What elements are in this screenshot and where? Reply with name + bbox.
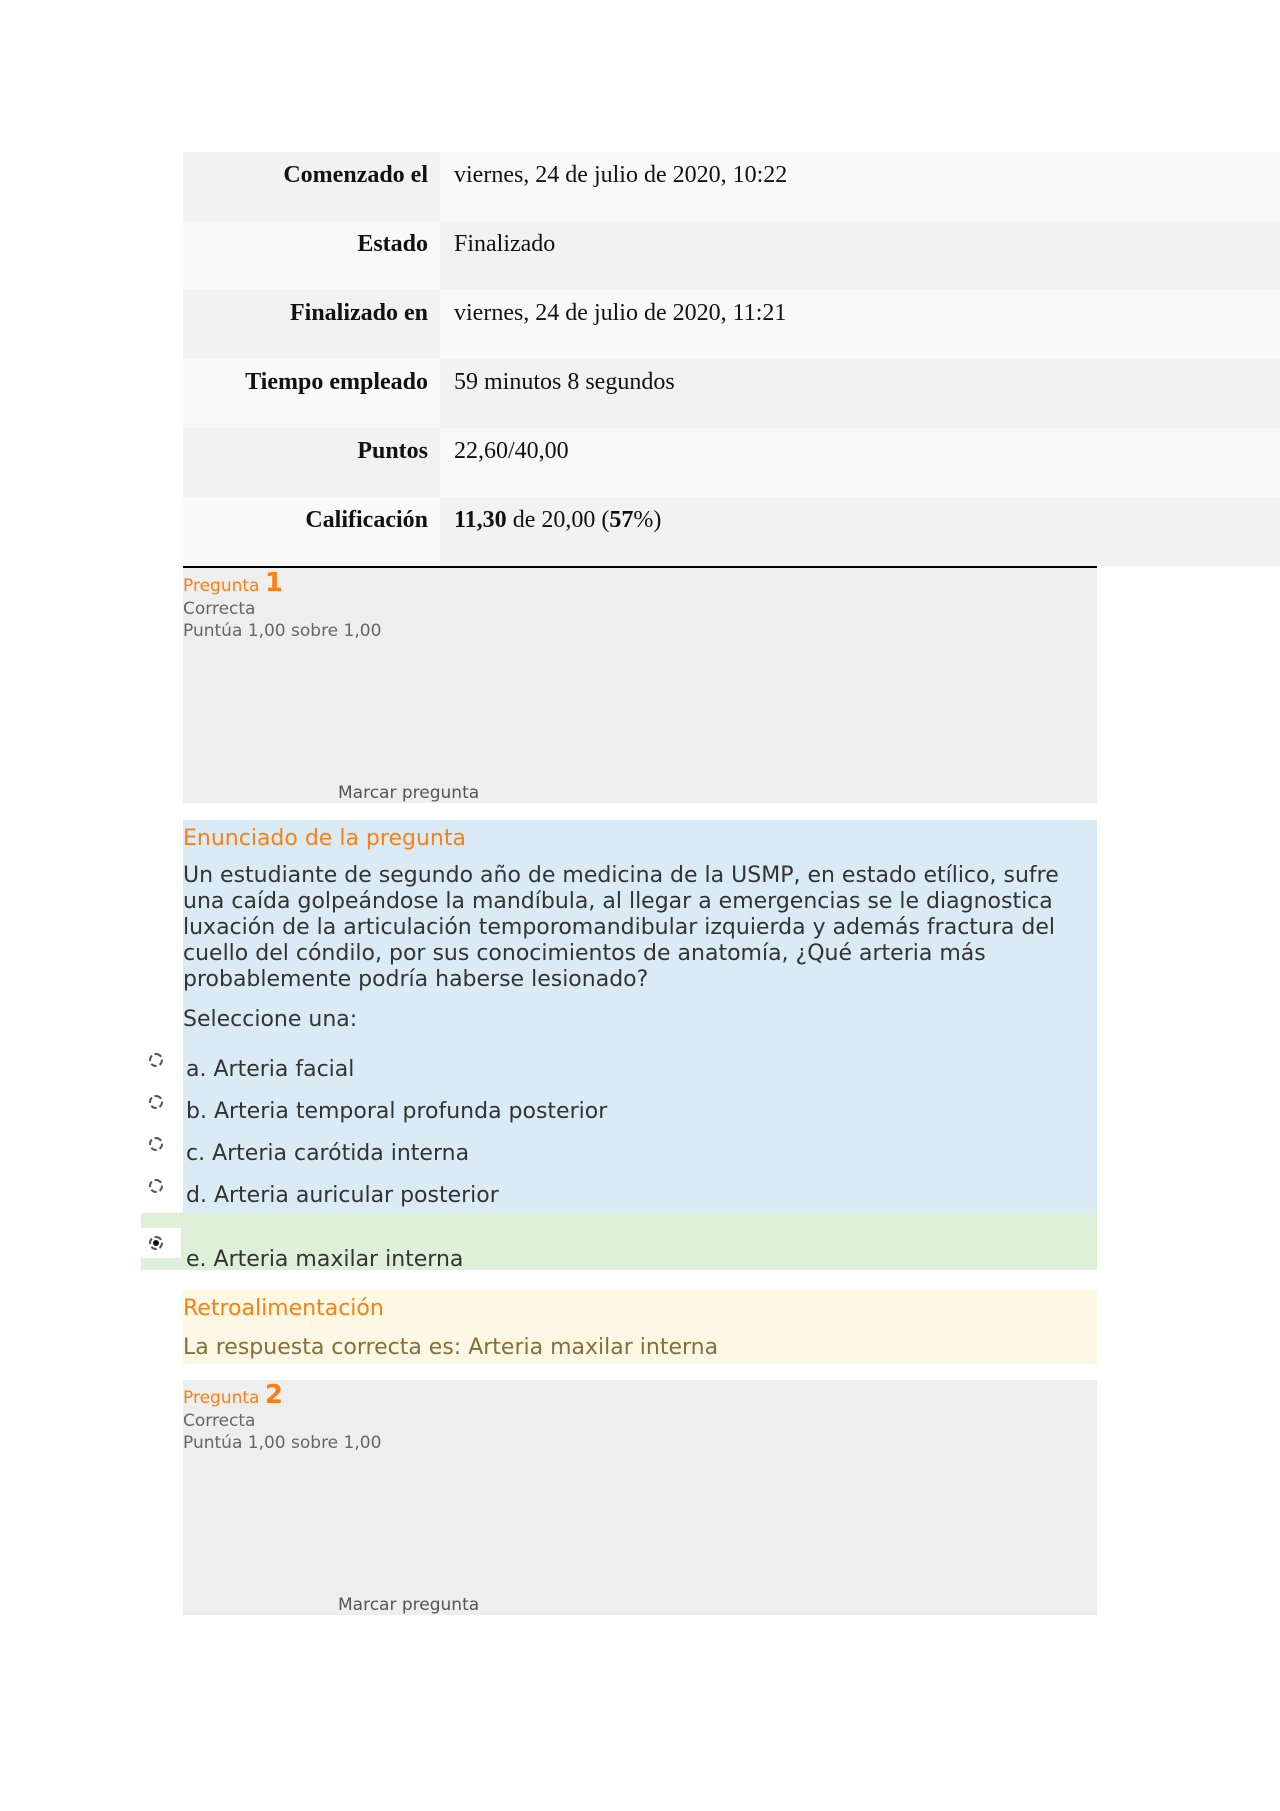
answer-option[interactable] [141, 1087, 1097, 1127]
summary-value [440, 497, 1280, 566]
answer-option-correct[interactable] [141, 1213, 1097, 1270]
question-number [183, 1380, 1097, 1410]
answer-label[interactable]: a. Arteria facial [186, 1057, 355, 1082]
radio-button-selected[interactable] [141, 1228, 181, 1258]
radio-selected-dot [153, 1240, 159, 1246]
question-info-1 [183, 568, 1097, 803]
formulation-heading: Enunciado de la pregunta [183, 826, 466, 851]
radio-icon [149, 1095, 163, 1109]
answer-option[interactable] [141, 1171, 1097, 1211]
flag-question-link[interactable]: Marcar pregunta [338, 783, 480, 803]
answer-option[interactable] [141, 1129, 1097, 1169]
summary-value: Finalizado [440, 221, 1280, 290]
question-grade: Puntúa 1,00 sobre 1,00 [183, 1433, 382, 1453]
radio-button[interactable] [141, 1171, 181, 1211]
summary-row-time-taken [183, 359, 1280, 428]
feedback-box [183, 1290, 1097, 1364]
summary-label: Estado [183, 221, 440, 290]
summary-row-marks [183, 428, 1280, 497]
question-prefix: Pregunta [183, 1388, 260, 1408]
flag-question-link[interactable]: Marcar pregunta [338, 1595, 480, 1615]
question-text: Un estudiante de segundo año de medicina de la USMP, en estado etílico, sufre una caída golpeándose la mandíbula, al llegar a emergencias se le diagnostica luxación de la articulación temporomandibular izquierda y además fractura del cuello del cóndilo, por sus conocimientos de anatomía, ¿Qué arteria más probablemente podría haberse lesionado? [183, 863, 1059, 992]
summary-value: 22,60/40,00 [440, 428, 1280, 497]
summary-row-started [183, 152, 1280, 221]
radio-icon [149, 1137, 163, 1151]
answer-label[interactable]: c. Arteria carótida interna [186, 1141, 470, 1166]
question-number-value: 2 [264, 1380, 283, 1410]
question-number [183, 568, 1097, 598]
grade-close: %) [633, 507, 662, 533]
answer-prompt: Seleccione una: [183, 1007, 358, 1032]
summary-value: viernes, 24 de julio de 2020, 11:21 [440, 290, 1280, 359]
attempt-summary [183, 152, 1280, 566]
grade-of-text: de 20,00 ( [506, 507, 610, 533]
answer-label[interactable]: d. Arteria auricular posterior [186, 1183, 499, 1208]
summary-row-finished [183, 290, 1280, 359]
question-grade: Puntúa 1,00 sobre 1,00 [183, 621, 382, 641]
radio-button[interactable] [141, 1129, 181, 1169]
summary-label: Comenzado el [183, 152, 440, 221]
question-info-2 [183, 1380, 1097, 1615]
grade-percent: 57 [609, 507, 634, 533]
summary-label: Puntos [183, 428, 440, 497]
answer-label[interactable]: e. Arteria maxilar interna [186, 1247, 464, 1272]
radio-button[interactable] [141, 1087, 181, 1127]
summary-label: Finalizado en [183, 290, 440, 359]
right-answer-text: La respuesta correcta es: Arteria maxilar interna [183, 1335, 719, 1360]
summary-row-grade [183, 497, 1280, 566]
summary-label: Tiempo empleado [183, 359, 440, 428]
radio-icon [149, 1053, 163, 1067]
summary-row-state [183, 221, 1280, 290]
summary-label: Calificación [183, 497, 440, 566]
radio-button[interactable] [141, 1045, 181, 1085]
feedback-heading: Retroalimentación [183, 1296, 384, 1321]
question-state: Correcta [183, 1411, 256, 1431]
summary-value: 59 minutos 8 segundos [440, 359, 1280, 428]
question-state: Correcta [183, 599, 256, 619]
question-number-value: 1 [264, 568, 283, 598]
radio-icon [149, 1179, 163, 1193]
summary-value: viernes, 24 de julio de 2020, 10:22 [440, 152, 1280, 221]
grade-score: 11,30 [454, 507, 507, 533]
question-prefix: Pregunta [183, 576, 260, 596]
answer-label[interactable]: b. Arteria temporal profunda posterior [186, 1099, 608, 1124]
answer-option[interactable] [141, 1045, 1097, 1085]
